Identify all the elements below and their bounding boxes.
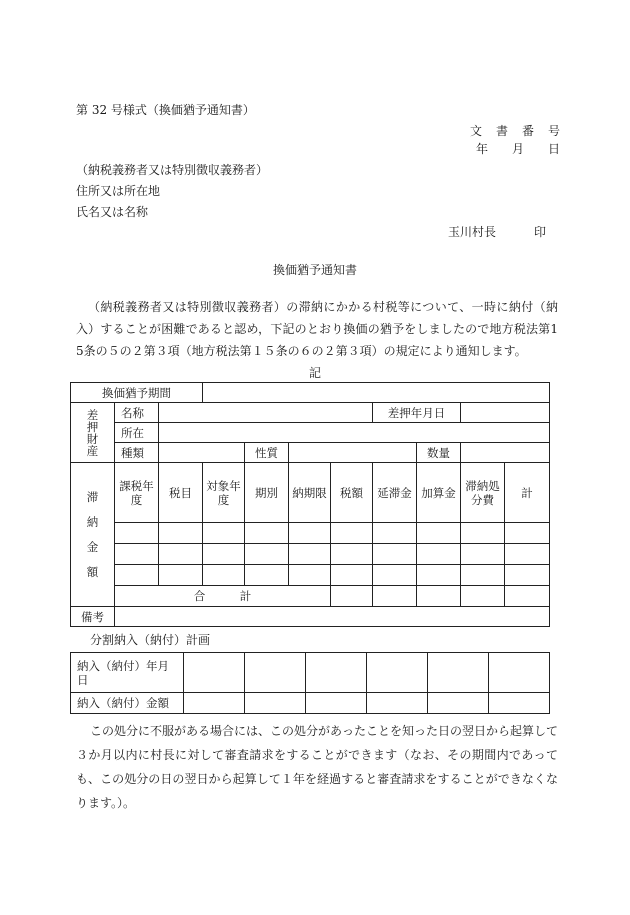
cell[interactable] (115, 544, 159, 565)
header-tax-amount: 税額 (331, 463, 373, 523)
table-row (71, 544, 550, 565)
cell[interactable] (159, 544, 203, 565)
cell[interactable] (367, 653, 428, 693)
cell[interactable] (289, 544, 331, 565)
cell[interactable] (489, 653, 550, 693)
total-label: 合 計 (115, 586, 331, 607)
nature-value[interactable] (289, 443, 417, 463)
cell[interactable] (331, 565, 373, 586)
ki-label: 記 (308, 366, 321, 380)
deferral-table (70, 382, 550, 627)
cell[interactable] (289, 565, 331, 586)
cell[interactable] (159, 523, 203, 544)
notice-body: （納税義務者又は特別徴収義務者）の滞納にかかる村税等について、一時に納付（納入）することが困難であると認め，下記のとおり換価の猶予をしましたので地方税法第15条の５の２第３項（地方税法第１５条の６の２第３項）の規定により通知します。 (76, 300, 558, 358)
cell[interactable] (373, 586, 417, 607)
remarks-value[interactable] (115, 607, 550, 627)
cell[interactable] (203, 565, 245, 586)
cell[interactable] (245, 544, 289, 565)
header-additional-tax: 加算金 (417, 463, 461, 523)
cell[interactable] (331, 544, 373, 565)
seal-mark: 印 (534, 225, 547, 239)
cell[interactable] (373, 523, 417, 544)
header-tax-item: 税目 (159, 463, 203, 523)
cell[interactable] (306, 693, 367, 714)
payment-date-label: 納入（納付）年月日 (71, 653, 184, 693)
cell[interactable] (245, 523, 289, 544)
cell[interactable] (373, 565, 417, 586)
table-row (71, 523, 550, 544)
seizure-date-value[interactable] (461, 403, 550, 423)
cell[interactable] (505, 523, 550, 544)
cell[interactable] (115, 523, 159, 544)
kind-label: 種類 (115, 443, 159, 463)
property-name-value[interactable] (159, 403, 373, 423)
seized-property-label: 差 押 財 産 (71, 403, 115, 463)
cell[interactable] (245, 693, 306, 714)
table-row (71, 565, 550, 586)
cell[interactable] (184, 693, 245, 714)
addressee-note: （納税義務者又は特別徴収義務者） (76, 163, 269, 177)
cell[interactable] (331, 523, 373, 544)
header-due-date: 納期限 (289, 463, 331, 523)
deferral-period-value[interactable] (203, 383, 550, 403)
payment-amount-label: 納入（納付）金額 (71, 693, 184, 714)
cell[interactable] (417, 544, 461, 565)
cell[interactable] (159, 565, 203, 586)
name-label: 氏名又は名称 (76, 205, 149, 219)
property-name-label: 名称 (115, 403, 159, 423)
cell[interactable] (505, 565, 550, 586)
cell[interactable] (489, 693, 550, 714)
cell[interactable] (203, 544, 245, 565)
total-row (71, 586, 550, 607)
cell[interactable] (505, 586, 550, 607)
cell[interactable] (184, 653, 245, 693)
document-number-label: 文 書 番 号 (470, 124, 562, 138)
kind-value[interactable] (159, 443, 245, 463)
cell[interactable] (373, 544, 417, 565)
arrears-amount-label: 滞 納 金 額 (71, 463, 115, 607)
header-total: 計 (505, 463, 550, 523)
installment-plan-title: 分割納入（納付）計画 (90, 633, 211, 647)
cell[interactable] (428, 693, 489, 714)
header-disposition-cost: 滞納処分費 (461, 463, 505, 523)
header-period: 期別 (245, 463, 289, 523)
address-label: 住所又は所在地 (76, 184, 161, 198)
cell[interactable] (461, 523, 505, 544)
cell[interactable] (115, 565, 159, 586)
nature-label: 性質 (245, 443, 289, 463)
date-label: 年 月 日 (476, 142, 561, 156)
cell[interactable] (203, 523, 245, 544)
cell[interactable] (306, 653, 367, 693)
quantity-value[interactable] (461, 443, 550, 463)
cell[interactable] (505, 544, 550, 565)
cell[interactable] (289, 523, 331, 544)
issuer-name: 玉川村長 (448, 225, 497, 239)
cell[interactable] (367, 693, 428, 714)
remarks-label: 備考 (71, 607, 115, 627)
cell[interactable] (417, 565, 461, 586)
cell[interactable] (461, 544, 505, 565)
cell[interactable] (461, 565, 505, 586)
cell[interactable] (331, 586, 373, 607)
quantity-label: 数量 (417, 443, 461, 463)
cell[interactable] (245, 653, 306, 693)
installment-plan-table (70, 652, 550, 714)
form-number: 第 32 号様式（換価猶予通知書） (76, 103, 255, 117)
header-delinquency-charge: 延滞金 (373, 463, 417, 523)
location-label: 所在 (115, 423, 159, 443)
cell[interactable] (245, 565, 289, 586)
cell[interactable] (417, 586, 461, 607)
seizure-date-label: 差押年月日 (373, 403, 461, 423)
header-target-year: 対象年度 (203, 463, 245, 523)
page-title: 換価猶予通知書 (272, 263, 357, 277)
cell[interactable] (428, 653, 489, 693)
deferral-period-label: 換価猶予期間 (71, 383, 203, 403)
location-value[interactable] (159, 423, 550, 443)
cell[interactable] (417, 523, 461, 544)
header-tax-year: 課税年度 (115, 463, 159, 523)
appeal-notice: この処分に不服がある場合には、この処分があったことを知った日の翌日から起算して３か月以内に村長に対して審査請求をすることができます（なお、その期間内であっても、この処分の日の翌日から起算して１年を経過すると審査請求をすることができなくなります。）。 (76, 724, 558, 810)
cell[interactable] (461, 586, 505, 607)
